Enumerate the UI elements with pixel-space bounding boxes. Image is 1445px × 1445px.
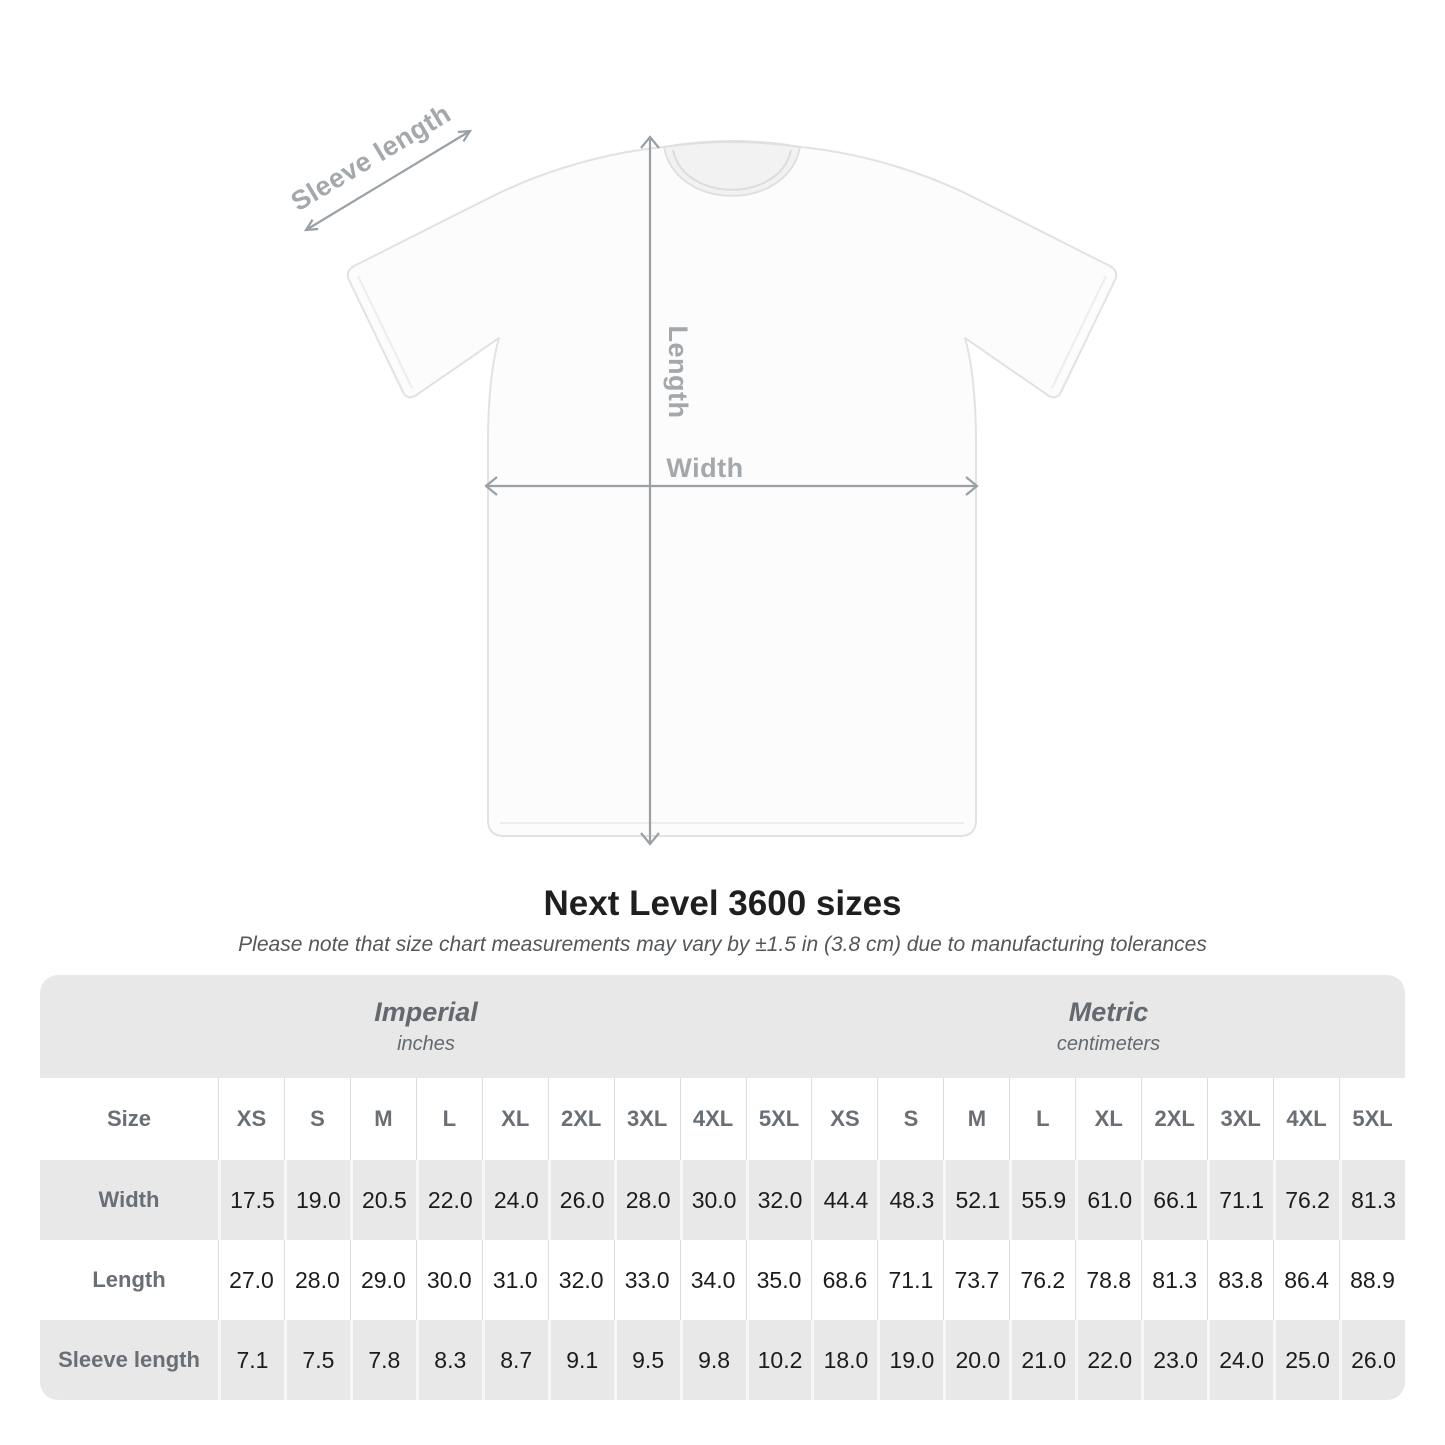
column-header: XS bbox=[811, 1078, 877, 1160]
sleeve-length-label: Sleeve length bbox=[285, 98, 457, 217]
table-cell: 86.4 bbox=[1273, 1240, 1339, 1320]
column-header: XL bbox=[482, 1078, 548, 1160]
table-cell: 19.0 bbox=[284, 1160, 350, 1240]
page-title: Next Level 3600 sizes bbox=[543, 884, 902, 923]
table-cell: 7.1 bbox=[218, 1320, 284, 1400]
section-imperial-unit: inches bbox=[397, 1033, 455, 1055]
column-header: XS bbox=[218, 1078, 284, 1160]
table-cell: 22.0 bbox=[1075, 1320, 1141, 1400]
column-header: XL bbox=[1075, 1078, 1141, 1160]
column-header: M bbox=[350, 1078, 416, 1160]
column-header: 4XL bbox=[680, 1078, 746, 1160]
table-cell: 76.2 bbox=[1273, 1160, 1339, 1240]
table-cell: 23.0 bbox=[1141, 1320, 1207, 1400]
table-section-header bbox=[40, 975, 1405, 1078]
table-cell: 88.9 bbox=[1339, 1240, 1405, 1320]
column-header: L bbox=[1009, 1078, 1075, 1160]
table-cell: 31.0 bbox=[482, 1240, 548, 1320]
table-cell: 78.8 bbox=[1075, 1240, 1141, 1320]
column-header: L bbox=[416, 1078, 482, 1160]
table-cell: 20.5 bbox=[350, 1160, 416, 1240]
table-cell: 8.3 bbox=[416, 1320, 482, 1400]
table-cell: 10.2 bbox=[746, 1320, 812, 1400]
table-cell: 18.0 bbox=[811, 1320, 877, 1400]
table-cell: 34.0 bbox=[680, 1240, 746, 1320]
section-metric-title: Metric bbox=[1068, 997, 1149, 1027]
table-cell: 9.8 bbox=[680, 1320, 746, 1400]
section-metric bbox=[812, 975, 1405, 1078]
measure-row-label: Sleeve length bbox=[58, 1347, 200, 1372]
table-cell: 27.0 bbox=[218, 1240, 284, 1320]
width-label: Width bbox=[666, 453, 744, 483]
table-cell: 22.0 bbox=[416, 1160, 482, 1240]
tolerance-note: Please note that size chart measurements may vary by ±1.5 in (3.8 cm) due to manufacturing tolerances bbox=[238, 933, 1207, 956]
size-header: Size bbox=[106, 1106, 152, 1131]
table-row-length bbox=[40, 1240, 1405, 1320]
table-cell: 21.0 bbox=[1009, 1320, 1075, 1400]
table-cell: 24.0 bbox=[482, 1160, 548, 1240]
table-cell: 25.0 bbox=[1273, 1320, 1339, 1400]
tshirt-outline bbox=[348, 141, 1116, 836]
table-row-sleeve-length bbox=[40, 1320, 1405, 1400]
column-header: S bbox=[284, 1078, 350, 1160]
table-cell: 26.0 bbox=[548, 1160, 614, 1240]
table-cell: 8.7 bbox=[482, 1320, 548, 1400]
table-cell: 52.1 bbox=[943, 1160, 1009, 1240]
table-cell: 48.3 bbox=[877, 1160, 943, 1240]
table-cell: 7.5 bbox=[284, 1320, 350, 1400]
table-cell: 28.0 bbox=[284, 1240, 350, 1320]
table-cell: 9.1 bbox=[548, 1320, 614, 1400]
table-cell: 35.0 bbox=[746, 1240, 812, 1320]
column-header: 2XL bbox=[1141, 1078, 1207, 1160]
size-header-row bbox=[40, 1078, 1405, 1160]
table-cell: 26.0 bbox=[1339, 1320, 1405, 1400]
table-cell: 44.4 bbox=[811, 1160, 877, 1240]
table-row-width bbox=[40, 1160, 1405, 1240]
table-cell: 66.1 bbox=[1141, 1160, 1207, 1240]
table-cell: 76.2 bbox=[1009, 1240, 1075, 1320]
table-cell: 19.0 bbox=[877, 1320, 943, 1400]
column-header: 2XL bbox=[548, 1078, 614, 1160]
measure-row-label: Width bbox=[98, 1187, 160, 1212]
column-header: 5XL bbox=[1339, 1078, 1405, 1160]
table-cell: 71.1 bbox=[1207, 1160, 1273, 1240]
section-metric-unit: centimeters bbox=[1056, 1033, 1161, 1055]
table-cell: 83.8 bbox=[1207, 1240, 1273, 1320]
size-table bbox=[40, 975, 1405, 1400]
table-cell: 55.9 bbox=[1009, 1160, 1075, 1240]
table-cell: 73.7 bbox=[943, 1240, 1009, 1320]
table-cell: 81.3 bbox=[1141, 1240, 1207, 1320]
column-header: 4XL bbox=[1273, 1078, 1339, 1160]
column-header: S bbox=[877, 1078, 943, 1160]
table-cell: 30.0 bbox=[680, 1160, 746, 1240]
table-cell: 68.6 bbox=[811, 1240, 877, 1320]
table-cell: 28.0 bbox=[614, 1160, 680, 1240]
table-cell: 30.0 bbox=[416, 1240, 482, 1320]
column-header: 3XL bbox=[614, 1078, 680, 1160]
measure-row-label: Length bbox=[92, 1267, 166, 1292]
table-cell: 32.0 bbox=[548, 1240, 614, 1320]
table-cell: 9.5 bbox=[614, 1320, 680, 1400]
length-label: Length bbox=[663, 325, 693, 419]
section-imperial bbox=[40, 975, 812, 1078]
table-cell: 61.0 bbox=[1075, 1160, 1141, 1240]
column-header: M bbox=[943, 1078, 1009, 1160]
table-cell: 7.8 bbox=[350, 1320, 416, 1400]
section-imperial-title: Imperial bbox=[374, 997, 478, 1027]
table-cell: 81.3 bbox=[1339, 1160, 1405, 1240]
table-cell: 32.0 bbox=[746, 1160, 812, 1240]
table-cell: 17.5 bbox=[218, 1160, 284, 1240]
column-header: 5XL bbox=[746, 1078, 812, 1160]
table-cell: 71.1 bbox=[877, 1240, 943, 1320]
column-header: 3XL bbox=[1207, 1078, 1273, 1160]
table-cell: 20.0 bbox=[943, 1320, 1009, 1400]
table-cell: 29.0 bbox=[350, 1240, 416, 1320]
table-cell: 24.0 bbox=[1207, 1320, 1273, 1400]
table-cell: 33.0 bbox=[614, 1240, 680, 1320]
